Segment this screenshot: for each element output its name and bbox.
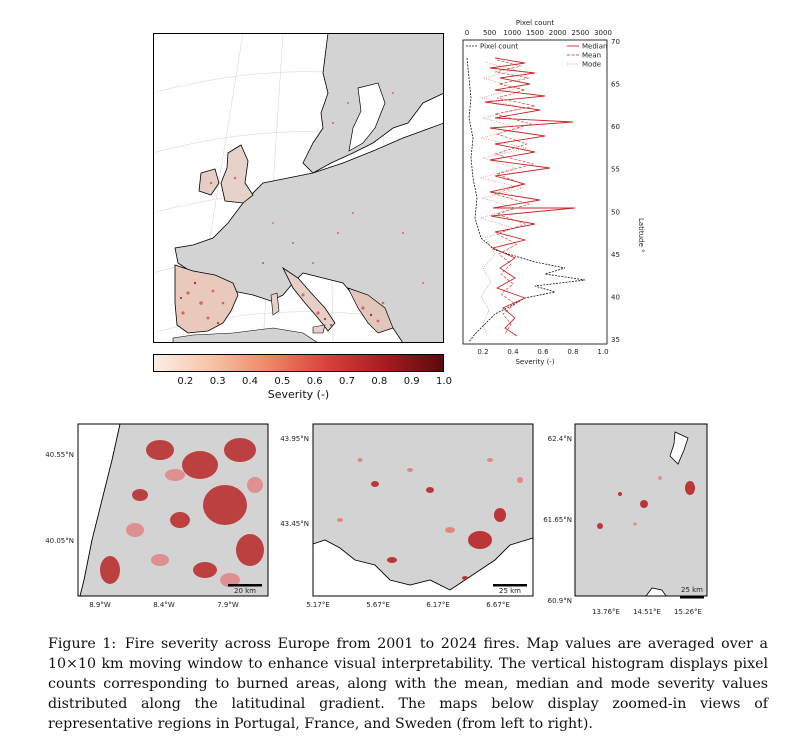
- legend-mode: Mode: [582, 60, 602, 69]
- top-tick: 3000: [594, 29, 612, 37]
- colorbar: [153, 354, 444, 372]
- y-tick: 62.4°N: [547, 435, 572, 443]
- colorbar-tick: 0.6: [306, 376, 323, 387]
- x-tick: 8.4°W: [153, 601, 175, 609]
- figure-label: Figure 1:: [48, 636, 117, 652]
- x-tick: 14.51°E: [633, 608, 661, 616]
- colorbar-tick: 0.4: [242, 376, 258, 387]
- y-tick: 61.65°N: [543, 516, 572, 524]
- top-axis-label: Pixel count: [515, 19, 555, 27]
- severity-tick: 0.4: [507, 348, 519, 356]
- europe-fire-severity-map: [153, 33, 444, 343]
- x-tick: 6.17°E: [426, 601, 450, 609]
- top-tick: 500: [482, 29, 497, 37]
- inset-map-sweden: [540, 420, 730, 620]
- severity-tick: 0.8: [567, 348, 579, 356]
- x-tick: 13.76°E: [592, 608, 620, 616]
- histogram-frame: [463, 40, 607, 344]
- x-tick: 8.9°W: [89, 601, 111, 609]
- svg-text:Pixel count: Pixel count: [480, 42, 519, 51]
- colorbar-tick: 0.7: [339, 376, 355, 387]
- top-tick: 1000: [503, 29, 522, 37]
- latitude-tick: 55: [611, 165, 620, 174]
- severity-tick: 1.0: [597, 348, 609, 356]
- inset-map-portugal: [40, 420, 280, 620]
- severity-ticks: [477, 348, 608, 356]
- x-tick: 5.17°E: [306, 601, 330, 609]
- colorbar-tick: 0.9: [403, 376, 420, 387]
- severity-tick: 0.6: [537, 348, 549, 356]
- latitude-tick: 65: [611, 80, 620, 89]
- latitude-ticks: [611, 38, 620, 344]
- colorbar-tick: 0.5: [274, 376, 291, 387]
- y-tick: 40.05°N: [45, 537, 74, 545]
- top-tick: 2500: [571, 29, 590, 37]
- scale-bar-label: 20 km: [233, 587, 257, 595]
- colorbar-tick: 0.2: [177, 376, 194, 387]
- severity-axis-label: Severity (-): [515, 358, 555, 366]
- latitude-tick: 60: [611, 123, 620, 132]
- y-tick: 60.9°N: [547, 597, 572, 605]
- latitude-tick: 70: [611, 38, 620, 46]
- latitude-tick: 50: [611, 208, 620, 217]
- figure-caption: [48, 634, 768, 734]
- y-tick: 40.55°N: [45, 451, 74, 459]
- latitude-tick: 45: [611, 250, 620, 259]
- top-tick: 0: [464, 29, 470, 37]
- top-axis-ticks: [465, 29, 612, 37]
- scale-bar-label: 25 km: [680, 586, 704, 594]
- colorbar-tick: 1.0: [436, 376, 452, 387]
- scale-bar-label: 25 km: [498, 587, 522, 595]
- x-tick: 15.26°E: [674, 608, 702, 616]
- y-tick: 43.95°N: [280, 435, 309, 443]
- severity-tick: 0.2: [477, 348, 489, 356]
- figure-caption-text: Fire severity across Europe from 2001 to 2024 fires. Map values are averaged over a 10×10 km moving window to enhance visual interpretability. The vertical histogram displays pixel counts corresponding to burned areas, along with the mean, median and mode severity values distributed along the latitudinal gradient. The maps below display zoomed-in views of representative regions in Portugal, France, and Sweden (from left to right).: [48, 636, 768, 732]
- colorbar-tick: 0.8: [371, 376, 388, 387]
- latitude-tick: 40: [611, 293, 620, 302]
- legend-median: Median: [582, 42, 608, 51]
- latitude-label: Latitude °: [637, 218, 645, 253]
- top-tick: 1500: [526, 29, 544, 37]
- x-tick: 5.67°E: [366, 601, 390, 609]
- inset-map-france: [280, 420, 540, 620]
- latitude-tick: 35: [611, 336, 620, 344]
- top-tick: 2000: [548, 29, 567, 37]
- colorbar-tick: 0.3: [209, 376, 226, 387]
- y-tick: 43.45°N: [280, 520, 309, 528]
- x-tick: 7.9°W: [217, 601, 239, 609]
- latitude-histogram: [455, 18, 645, 368]
- legend-mean: Mean: [582, 51, 602, 60]
- colorbar-label: Severity (-): [267, 388, 330, 401]
- x-tick: 6.67°E: [486, 601, 510, 609]
